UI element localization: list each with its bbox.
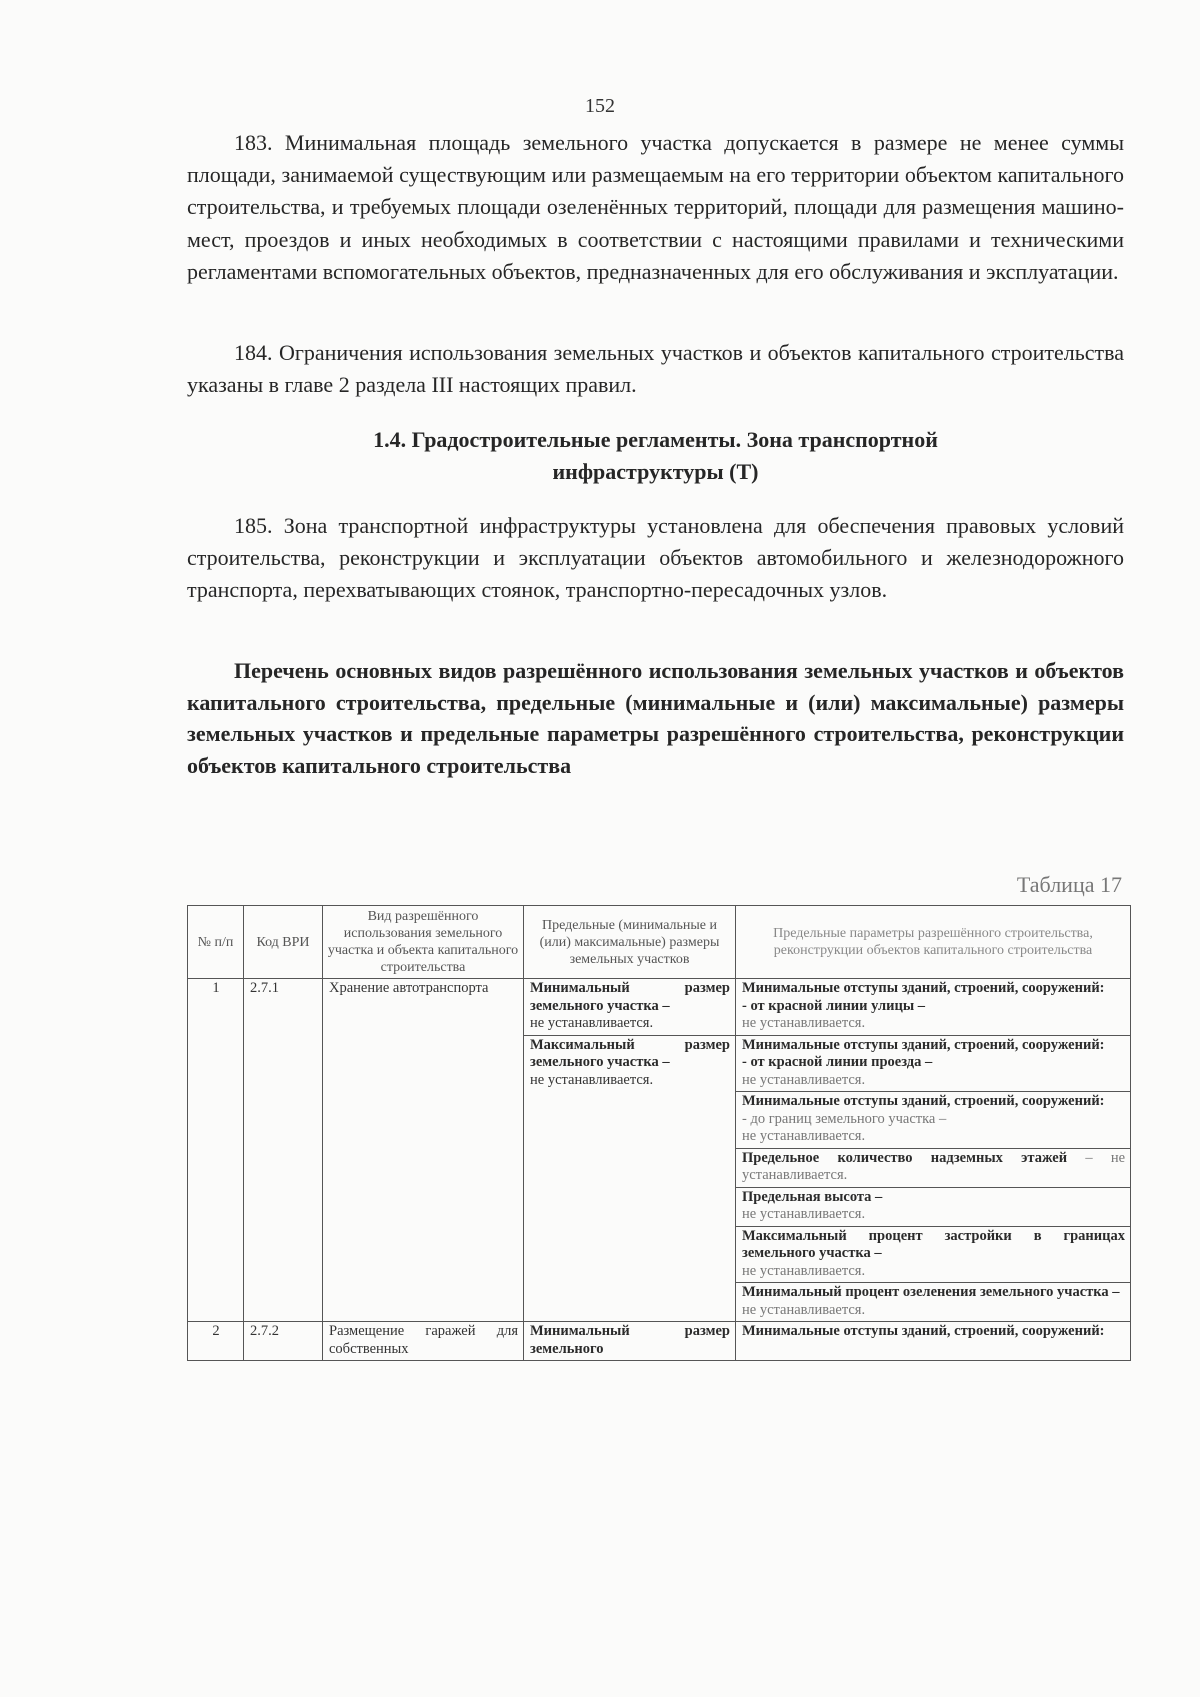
section-heading-line-1: 1.4. Градостроительные регламенты. Зона транспортной [373, 427, 938, 452]
param-title: Минимальные отступы зданий, строений, сооружений: [742, 980, 1105, 996]
param-value: не устанавливается. [742, 1015, 866, 1031]
param-value: не устанавливается. [742, 1071, 866, 1088]
page-number: 152 [585, 95, 615, 117]
param-detail: - до границ земельного участка – [742, 1110, 947, 1127]
min-plot-size-title: Минимальный размер земельного участка – [530, 980, 730, 1014]
min-plot-size-value: не устанавливается. [530, 1015, 654, 1031]
min-plot-size-cell [524, 1322, 736, 1361]
section-heading-line-2: инфраструктуры (Т) [552, 459, 759, 484]
max-plot-size-value: не устанавливается. [530, 1071, 654, 1088]
param-cell [736, 1148, 1131, 1187]
param-title: Минимальные отступы зданий, строений, сооружений: [742, 1093, 1105, 1109]
param-detail: - от красной линии проезда – [742, 1054, 933, 1070]
param-title: Минимальные отступы зданий, строений, сооружений: [742, 1323, 1105, 1339]
param-title: Предельная высота – [742, 1188, 883, 1205]
row-code: 2.7.2 [244, 1322, 323, 1361]
header-usage-type: Вид разрешённого использования земельного участка и объекта капитального строительства [323, 906, 524, 979]
param-cell [736, 1226, 1131, 1283]
param-cell [736, 1035, 1131, 1092]
param-title: Минимальный процент озеленения земельного участка – [742, 1284, 1120, 1300]
param-detail: - от красной линии улицы – [742, 997, 926, 1014]
param-title: Предельное количество надземных этажей [742, 1149, 1068, 1166]
param-title: Максимальный процент застройки в границах земельного участка – [742, 1227, 1125, 1261]
table-number-label: Таблица 17 [1016, 872, 1122, 897]
param-cell [736, 979, 1131, 1036]
header-number: № п/п [188, 906, 244, 979]
table-row [188, 979, 1131, 1036]
min-plot-size-cell [524, 979, 736, 1036]
paragraph-184: 184. Ограничения использования земельных участков и объектов капитального строительства указаны в главе 2 раздела III настоящих правил. [187, 340, 1124, 398]
param-cell [736, 1092, 1131, 1149]
header-plot-sizes: Предельные (минимальные и (или) максимальные) размеры земельных участков [524, 906, 736, 979]
header-build-params: Предельные параметры разрешённого строительства, реконструкции объектов капитального строительства [736, 906, 1131, 979]
table-caption: Перечень основных видов разрешённого использования земельных участков и объектов капитального строительства, предельные (минимальные и (или) максимальные) размеры земельных участков и предельные параметры разрешённого строительства, реконструкции объектов капитального строительства [187, 658, 1124, 778]
table-header-row [188, 906, 1131, 979]
param-value: не устанавливается. [742, 1262, 866, 1279]
param-value: не устанавливается. [742, 1128, 866, 1144]
row-usage-type: Хранение автотранспорта [323, 979, 524, 1322]
param-cell [736, 1187, 1131, 1226]
param-value: не устанавливается. [742, 1206, 866, 1222]
max-plot-size-title: Максимальный размер земельного участка – [530, 1036, 730, 1070]
row-number: 2 [188, 1322, 244, 1361]
row-number: 1 [188, 979, 244, 1322]
section-heading [187, 424, 1124, 488]
regulations-table [187, 905, 1131, 1361]
row-usage-type: Размещение гаражей для собственных [323, 1322, 524, 1361]
param-title: Минимальные отступы зданий, строений, сооружений: [742, 1036, 1105, 1053]
paragraph-183: 183. Минимальная площадь земельного участка допускается в размере не менее суммы площади, занимаемой существующим или размещаемым на его территории объектом капитального строительства, и требуемых площади озеленённых территорий, площади для размещения машино-мест, проездов и иных необходимых в соответствии с настоящими правилами и техническими регламентами вспомогательных объектов, предназначенных для его обслуживания и эксплуатации. [187, 130, 1124, 284]
min-plot-size-title: Минимальный размер земельного [530, 1323, 730, 1357]
paragraph-185: 185. Зона транспортной инфраструктуры установлена для обеспечения правовых условий строительства, реконструкции и эксплуатации объектов автомобильного и железнодорожного транспорта, перехватывающих стоянок, транспортно-пересадочных узлов. [187, 513, 1124, 603]
param-value: не устанавливается. [742, 1301, 866, 1318]
param-cell [736, 1283, 1131, 1322]
max-plot-size-cell [524, 1035, 736, 1322]
header-code: Код ВРИ [244, 906, 323, 979]
table-row [188, 1322, 1131, 1361]
row-code: 2.7.1 [244, 979, 323, 1322]
param-value: – не устанавливается. [742, 1149, 1126, 1183]
param-cell [736, 1322, 1131, 1361]
